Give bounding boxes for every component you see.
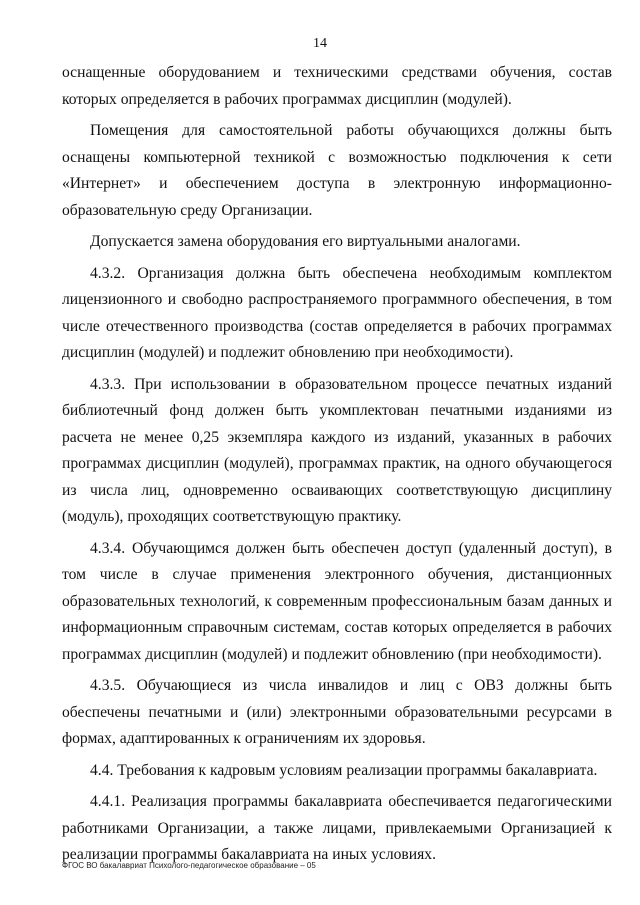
paragraph-continuation: оснащенные оборудованием и техническими средствами обучения, состав которых определяется в рабочих программах дисциплин (модулей).	[62, 64, 612, 108]
paragraph-4-4-1: 4.4.1. Реализация программы бакалавриата обеспечивается педагогическими работниками Организации, а также лицами, привлекаемыми Организацией к реализации программы бакалавриата на иных условиях.	[62, 793, 612, 863]
paragraph-self-study-rooms: Помещения для самостоятельной работы обучающихся должны быть оснащены компьютерной техникой с возможностью подключения к сети «Интернет» и обеспечением доступа в электронную информационно-образовательную среду Организации.	[62, 122, 612, 219]
paragraph-4-3-2: 4.3.2. Организация должна быть обеспечена необходимым комплектом лицензионного и свободно распространяемого программного обеспечения, в том числе отечественного производства (состав определяется в рабочих программах дисциплин (модулей) и подлежит обновлению при необходимости).	[62, 264, 612, 361]
paragraph-4-4: 4.4. Требования к кадровым условиям реализации программы бакалавриата.	[90, 761, 598, 779]
paragraph-4-3-5: 4.3.5. Обучающиеся из числа инвалидов и лиц с ОВЗ должны быть обеспечены печатными и (или) электронными образовательными ресурсами в формах, адаптированных к ограничениям их здоровья.	[62, 677, 612, 747]
page-number: 14	[313, 36, 327, 51]
paragraph-4-3-4: 4.3.4. Обучающимся должен быть обеспечен доступ (удаленный доступ), в том числе в случае применения электронного обучения, дистанционных образовательных технологий, к современным профессиональным базам данных и информационным справочным системам, состав которых определяется в рабочих программах дисциплин (модулей) и подлежит обновлению (при необходимости).	[62, 539, 612, 663]
paragraph-4-3-3: 4.3.3. При использовании в образовательном процессе печатных изданий библиотечный фонд должен быть укомплектован печатными изданиями из расчета не менее 0,25 экземпляра каждого из изданий, указанных в рабочих программах дисциплин (модулей), программах практик, на одного обучающегося из числа лиц, одновременно осваивающих соответствующую дисциплину (модуль), проходящих соответствующую практику.	[62, 375, 612, 525]
paragraph-virtual-equipment: Допускается замена оборудования его виртуальными аналогами.	[90, 233, 521, 250]
page-footer: ФГОС ВО бакалавриат Психолого-педагогическое образование – 05	[62, 861, 316, 870]
document-body	[62, 60, 612, 874]
